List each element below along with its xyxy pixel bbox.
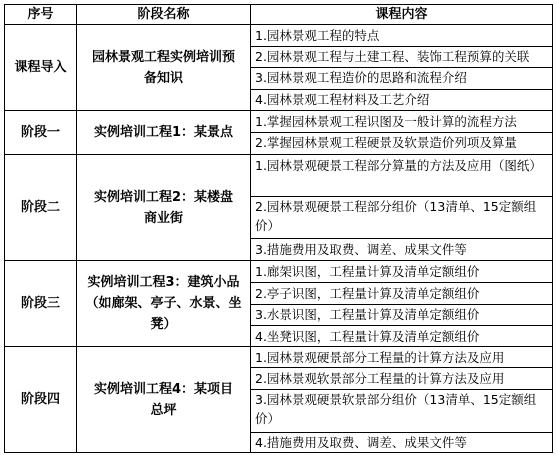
stage-name: 实例培训工程1：某景点	[93, 125, 234, 140]
stage-label: 阶段二	[20, 200, 60, 215]
course-item: 1.掌握园林景观工程识图及一般计算的流程方法	[255, 114, 517, 129]
stage-label: 阶段三	[20, 296, 60, 311]
course-item: 1.园林景观硬景工程部分算量的方法及应用（图纸）	[255, 158, 542, 173]
header-seq: 序号	[27, 7, 54, 22]
course-item: 2.亭子识图，工程量计算及清单定额组价	[255, 286, 480, 301]
course-item: 2.掌握园林景观工程硬景及软景造价列项及算量	[255, 135, 517, 150]
course-item: 2.园林景观硬景工程部分组价（13清单、15定额组价）	[255, 199, 537, 233]
item-divider	[250, 367, 553, 368]
header-course-content: 课程内容	[375, 7, 428, 22]
stage-name: 实例培训工程3：建筑小品（如廊架、亭子、水景、坐凳）	[85, 275, 242, 332]
course-item: 1.园林景观硬景部分工程量的计算方法及应用	[255, 350, 505, 365]
stage-name: 实例培训工程4：某项目总坪	[93, 381, 234, 418]
header-stage-name: 阶段名称	[137, 7, 190, 22]
course-item: 4.措施费用及取费、调差、成果文件等	[255, 435, 467, 450]
table-border	[552, 4, 553, 453]
course-item: 4.园林景观工程材料及工艺介绍	[255, 92, 430, 107]
stage-label: 阶段一	[20, 125, 60, 140]
course-item: 4.坐凳识图，工程量计算及清单定额组价	[255, 329, 480, 344]
course-item: 2.园林景观软景部分工程量的计算方法及应用	[255, 371, 505, 386]
course-item: 1.园林景观工程的特点	[255, 28, 380, 43]
course-item: 2.园林景观工程与土建工程、装饰工程预算的关联	[255, 49, 530, 64]
stage-label: 阶段四	[20, 392, 60, 407]
course-item: 1.廊架识图，工程量计算及清单定额组价	[255, 264, 480, 279]
item-divider	[250, 238, 553, 239]
item-divider	[250, 282, 553, 283]
item-divider	[250, 325, 553, 326]
course-item: 3.措施费用及取费、调差、成果文件等	[255, 242, 467, 257]
stage-label: 课程导入	[14, 60, 67, 75]
course-item: 3.水景识图，工程量计算及清单定额组价	[255, 307, 480, 322]
stage-name: 园林景观工程实例培训预备知识	[91, 49, 235, 86]
table-border	[4, 452, 553, 453]
stage-name: 实例培训工程2：某楼盘商业街	[93, 189, 234, 226]
course-item: 3.园林景观硬景软景部分组价（13清单、15定额组价）	[255, 392, 537, 426]
course-item: 3.园林景观工程造价的思路和流程介绍	[255, 70, 467, 85]
